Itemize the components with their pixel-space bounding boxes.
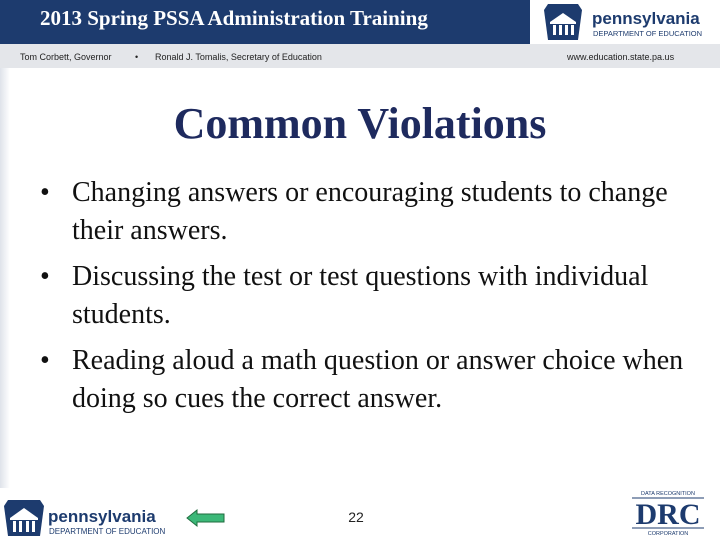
- presentation-title: 2013 Spring PSSA Administration Training: [40, 6, 428, 30]
- bullet-list: [32, 174, 692, 426]
- drc-logo-icon: [628, 488, 708, 536]
- footer-pa-logo: [4, 496, 170, 540]
- drc-logo: [628, 488, 708, 536]
- keystone-icon: [4, 496, 170, 540]
- drc-top-text: DATA RECOGNITION: [641, 491, 695, 497]
- slide-title: Common Violations: [173, 99, 547, 148]
- logo-department: DEPARTMENT OF EDUCATION: [593, 29, 703, 38]
- left-arrow-icon: [186, 508, 226, 528]
- bullet-dot: •: [40, 345, 50, 376]
- footer-logo-name: pennsylvania: [48, 507, 156, 526]
- bullet-text: Changing answers or encouraging students to change their answers.: [72, 177, 668, 246]
- footer-logo-department: DEPARTMENT OF EDUCATION: [49, 527, 166, 536]
- page-number: 22: [348, 509, 364, 525]
- drc-name: DRC: [635, 498, 701, 531]
- keystone-icon: [530, 0, 720, 44]
- bullet-dot: •: [40, 261, 50, 292]
- list-item: [32, 258, 692, 334]
- list-item: [32, 174, 692, 250]
- separator-dot: •: [135, 52, 139, 62]
- governor-label: Tom Corbett, Governor: [20, 52, 112, 62]
- logo-name: pennsylvania: [592, 9, 700, 28]
- drc-bottom-text: CORPORATION: [647, 531, 689, 536]
- secretary-label: Ronald J. Tomalis, Secretary of Education: [155, 52, 322, 62]
- website-link[interactable]: www.education.state.pa.us: [567, 52, 675, 62]
- bullet-text: Reading aloud a math question or answer choice when doing so cues the correct answer.: [72, 345, 684, 414]
- bullet-text: Discussing the test or test questions with individual students.: [72, 261, 649, 330]
- pa-education-logo: [530, 0, 720, 44]
- bullet-dot: •: [40, 177, 50, 208]
- back-arrow-button[interactable]: [186, 508, 226, 528]
- list-item: [32, 342, 692, 418]
